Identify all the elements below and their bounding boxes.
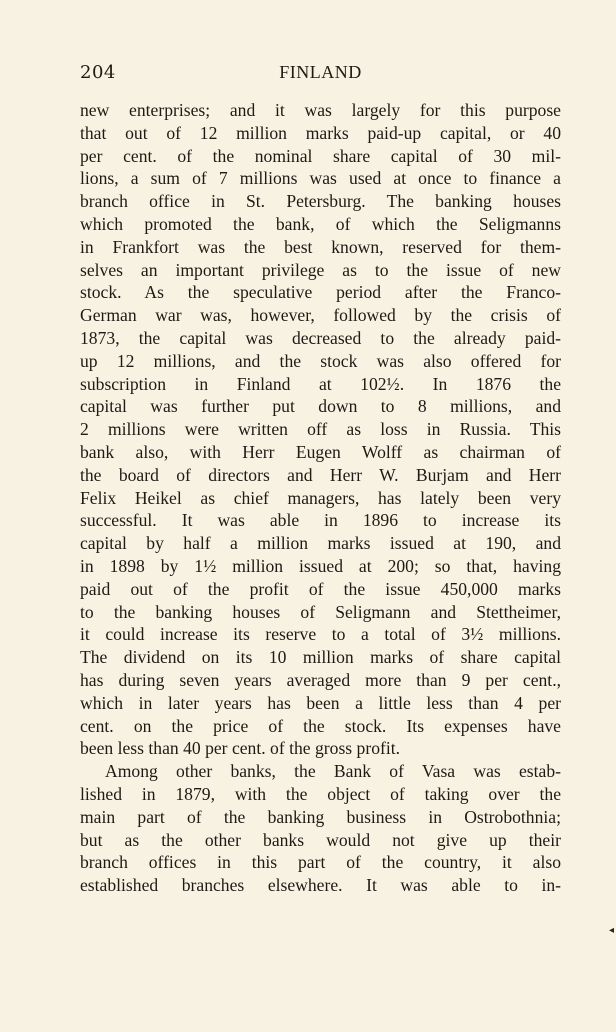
text-line: the board of directors and Herr W. Burjam and Herr <box>80 464 561 485</box>
text-line: The dividend on its 10 million marks of share capital <box>80 647 561 668</box>
text-line: paid out of the profit of the issue 450,000 marks <box>80 578 561 599</box>
text-line: which in later years has been a little less than 4 per <box>80 692 561 713</box>
text-line: subscription in Finland at 102½. In 1876 the <box>80 373 561 394</box>
text-line: in 1898 by 1½ million issued at 200; so that, having <box>80 555 561 576</box>
text-line: branch office in St. Petersburg. The banking houses <box>80 191 561 212</box>
text-line: branch offices in this part of the country, it also <box>80 852 561 873</box>
text-line: 1873, the capital was decreased to the already paid- <box>80 327 561 348</box>
text-line: capital was further put down to 8 millions, and <box>80 396 561 417</box>
text-line: that out of 12 million marks paid-up capital, or 40 <box>80 122 561 143</box>
text-line: per cent. of the nominal share capital of 30 mil- <box>80 145 561 166</box>
text-line: it could increase its reserve to a total of 3½ millions. <box>80 624 561 645</box>
text-line: in Frankfort was the best known, reserved for them- <box>80 236 561 257</box>
text-line: new enterprises; and it was largely for this purpose <box>80 100 561 120</box>
page-header <box>80 62 561 92</box>
text-line: to the banking houses of Seligmann and Stettheimer, <box>80 601 561 622</box>
text-line: lions, a sum of 7 millions was used at once to finance a <box>80 168 561 189</box>
text-line: has during seven years averaged more than 9 per cent., <box>80 669 561 690</box>
text-line: lished in 1879, with the object of taking over the <box>80 783 561 804</box>
text-line: but as the other banks would not give up their <box>80 829 561 850</box>
text-line: up 12 millions, and the stock was also offered for <box>80 350 561 371</box>
text-line: established branches elsewhere. It was able to in- <box>80 875 561 896</box>
text-line: German war was, however, followed by the crisis of <box>80 305 561 326</box>
running-title: FINLAND <box>279 62 362 82</box>
text-line: 2 millions were written off as loss in Russia. This <box>80 419 561 440</box>
text-line: been less than 40 per cent. of the gross profit. <box>80 738 401 759</box>
text-line: stock. As the speculative period after the Franco- <box>80 282 561 303</box>
text-line: Felix Heikel as chief managers, has lately been very <box>80 487 561 508</box>
text-line: cent. on the price of the stock. Its expenses have <box>80 715 561 736</box>
text-line: which promoted the bank, of which the Seligmanns <box>80 213 561 234</box>
body-text <box>80 99 561 897</box>
page-number: 204 <box>80 62 116 83</box>
text-line: successful. It was able in 1896 to increase its <box>80 510 561 531</box>
text-line: Among other banks, the Bank of Vasa was estab- <box>105 761 561 782</box>
text-line: capital by half a million marks issued at 190, and <box>80 533 561 554</box>
text-line: main part of the banking business in Ostrobothnia; <box>80 806 561 827</box>
margin-mark: ◂ <box>608 925 614 936</box>
text-line: selves an important privilege as to the issue of new <box>80 259 561 280</box>
text-line: bank also, with Herr Eugen Wolff as chairman of <box>80 441 561 462</box>
